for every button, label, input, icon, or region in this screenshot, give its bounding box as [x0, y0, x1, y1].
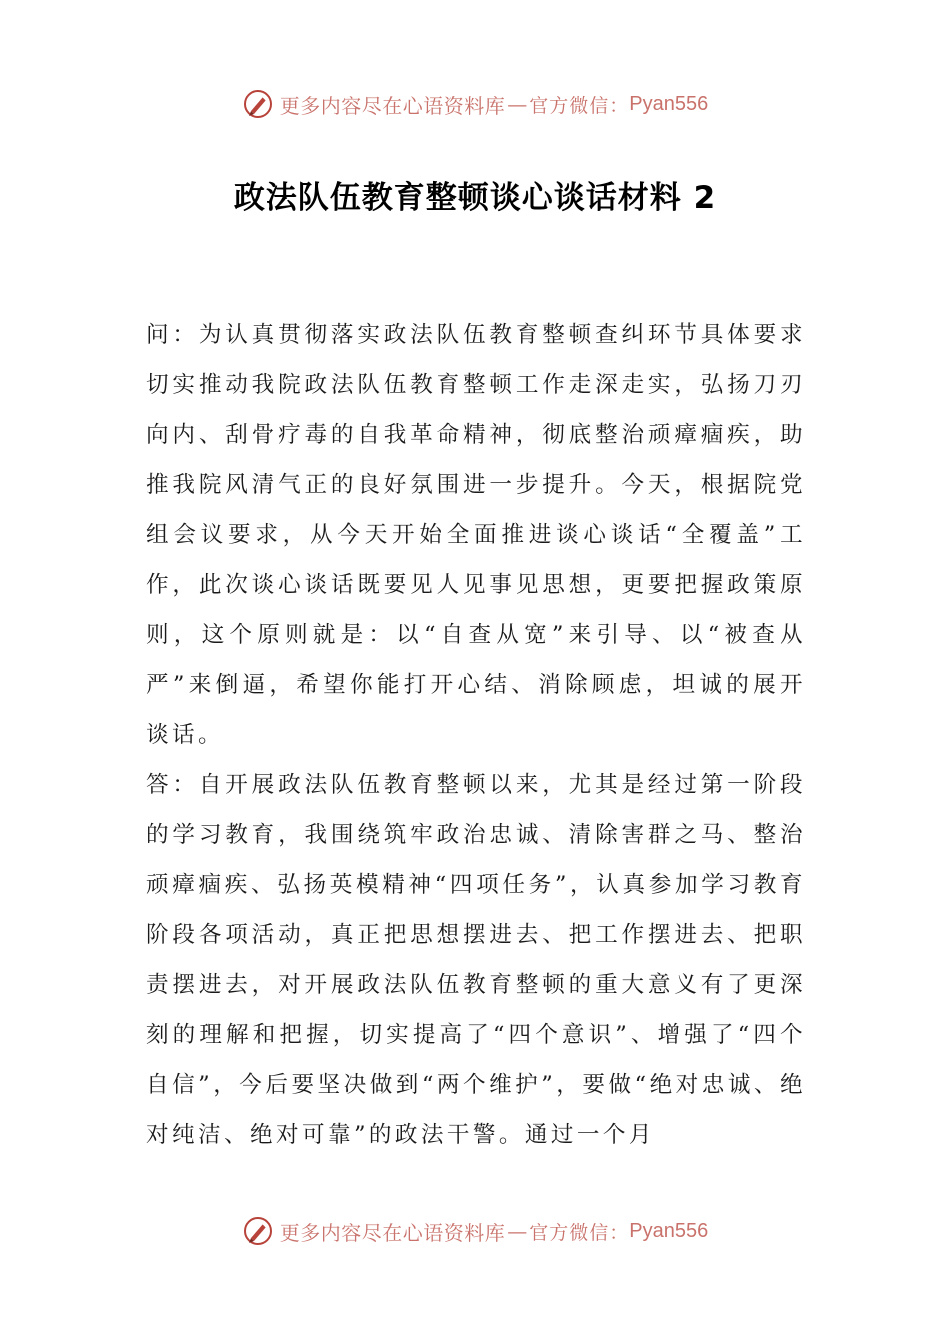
banner-brand-text: 更多内容尽在心语资料库 [279, 1220, 506, 1245]
header-banner [0, 84, 950, 124]
paragraph-question: 问：为认真贯彻落实政法队伍教育整顿查纠环节具体要求切实推动我院政法队伍教育整顿工作走深走实，弘扬刀刃向内、刮骨疗毒的自我革命精神，彻底整治顽瘴痼疾，助推我院风清气正的良好氛围进一步提升。今天，根据院党组会议要求，从今天开始全面推进谈心谈话“全覆盖”工作，此次谈心谈话既要见人见事见思想，更要把握政策原则，这个原则就是：以“自查从宽”来引导、以“被查从严”来倒逼，希望你能打开心结、消除顾虑，坦诚的展开谈话。 [146, 322, 806, 748]
banner-wechat-label: 官方微信： [529, 1221, 630, 1244]
pen-logo-icon [242, 88, 274, 120]
footer-banner [0, 1211, 950, 1251]
banner-separator: — [507, 92, 528, 116]
banner-separator: — [507, 1219, 528, 1243]
banner-wechat-label: 官方微信： [529, 94, 630, 117]
document-title: 政法队伍教育整顿谈心谈话材料 2 [233, 180, 717, 216]
paragraph-answer: 答：自开展政法队伍教育整顿以来，尤其是经过第一阶段的学习教育，我围绕筑牢政治忠诚、清除害群之马、整治顽瘴痼疾、弘扬英模精神“四项任务”，认真参加学习教育阶段各项活动，真正把思想摆进去、把工作摆进去、把职责摆进去，对开展政法队伍教育整顿的重大意义有了更深刻的理解和把握，切实提高了“四个意识”、增强了“四个自信”，今后要坚决做到“两个维护”，要做“绝对忠诚、绝对纯洁、绝对可靠”的政法干警。通过一个月 [146, 772, 806, 1148]
banner-wechat-id: Pyan556 [629, 1219, 709, 1242]
banner-brand-text: 更多内容尽在心语资料库 [279, 93, 506, 118]
document-body [146, 310, 806, 1160]
pen-logo-icon [242, 1215, 274, 1247]
banner-wechat-id: Pyan556 [629, 92, 709, 115]
